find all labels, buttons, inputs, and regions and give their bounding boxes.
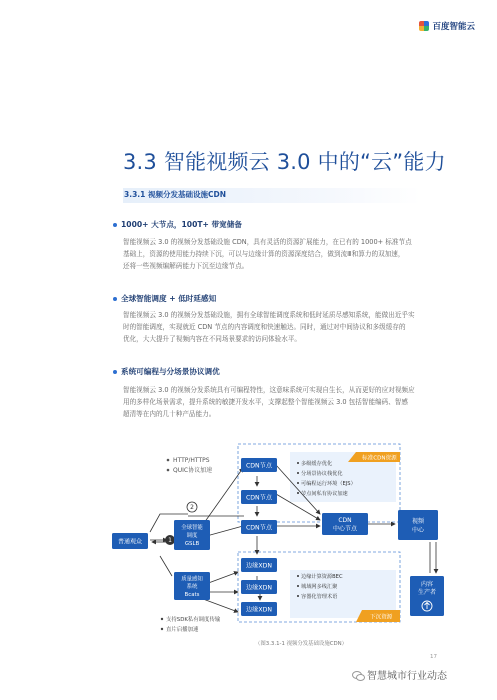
page-title: 3.3 智能视频云 3.0 中的“云”能力 [123, 150, 446, 174]
note-item: 直片启播加速 [166, 627, 199, 633]
gslb-label: 全球智能 [181, 525, 203, 531]
paragraph-line: 优化，大大提升了视频内容在不同场景要求的访问体验水平。 [123, 334, 302, 343]
paragraph-line: 智能视频云 3.0 的视频分发系统具有可编程特性，这意味系统可实现自生长，从而更好的应对视频应 [123, 386, 415, 394]
baidu-cloud-logo-icon [419, 21, 429, 31]
brand-header [419, 20, 475, 32]
paragraph-line: 基础上，资源的使用能力持续下沉，可以与边缘计算的资源深度结合，做到流Ⅲ和算力的双加速， [123, 249, 405, 258]
cdn-node-label: CDN节点 [245, 494, 273, 502]
watermark [352, 667, 447, 682]
section-heading: 3.3.1 视频分发基础设施CDN [124, 190, 226, 199]
bullet-heading-2 [113, 293, 216, 304]
protocol-item: QUIC协议加速 [173, 467, 213, 474]
note-item: 支持SDK私有调度传输 [166, 617, 221, 623]
gslb-label: 调度 [186, 533, 198, 539]
bullet-heading-text: 系统可编程与分场景协议调优 [121, 367, 220, 376]
bcats-label: 质量感知 [181, 576, 203, 583]
video-center-node [398, 510, 438, 540]
paragraph-line: 还将一些视频编解码能力下沉至边缘节点。 [123, 261, 249, 270]
feature-item: 分场景协议栈优化 [301, 471, 343, 477]
paragraph-line: 时的智能调度，实现就近 CDN 节点的内容调度和快速触达。同时，通过对中间协议和多级缓存的 [123, 322, 406, 331]
xdn-node-label: 边缘XDN [245, 606, 273, 614]
figure-caption: （图3.3.1-1 视频分发基础设施CDN） [255, 641, 348, 647]
bottom-notes [161, 615, 221, 633]
paragraph-1 [123, 237, 421, 272]
bullet-heading-text: 1000+ 大节点，100T+ 带宽储备 [121, 220, 242, 229]
video-center-label: 视频 [411, 518, 425, 525]
paragraph-line: 智能视频云 3.0 的视频分发基础设施，拥有全球智能调度系统和低时延质尽感知系统，能做出近乎实 [123, 311, 415, 319]
paragraph-line: 超清等在内的几十种产品能力。 [123, 409, 216, 418]
feature-item: 边缘计算资源BEC [301, 574, 343, 580]
watermark-text: 智慧城市行业动态 [367, 671, 447, 682]
producer-label: 生产者 [417, 589, 437, 596]
paragraph-line: 智能视频云 3.0 的视频分发基础设施 CDN，具有灵活的资源扩展能力，在已有的 1000+ 标准节点 [123, 238, 412, 246]
video-center-label: 中心 [411, 527, 425, 534]
gslb-label: GSLB [184, 541, 200, 547]
page-number: 17 [430, 654, 437, 660]
bullet-dot-icon [113, 370, 117, 374]
bullet-heading-text: 全球智能调度 + 低时延感知 [121, 294, 217, 303]
feature-item: 可编程运行环境（EJS） [301, 481, 356, 487]
center-node-label: CDN [338, 517, 352, 524]
feature-item: 容器化管理术语 [301, 594, 338, 600]
protocol-list [167, 457, 212, 474]
sink-label: 下沉资源 [370, 614, 393, 621]
bcats-label: 系统 [186, 584, 198, 590]
standard-label: 标准CDN资源 [362, 455, 397, 462]
xdn-node-label: 边缘XDN [245, 562, 273, 570]
paragraph-3 [123, 385, 421, 420]
paragraph-line: 用的多样化场景需求，提升系统的敏捷开发水平，支撑起整个智能视频云 3.0 包括智能编码、智感 [123, 397, 409, 406]
center-node-label: 中心节点 [332, 525, 358, 533]
brand-name: 百度智能云 [432, 22, 475, 32]
step-number: 1 [168, 537, 172, 545]
protocol-item: HTTP/HTTPS [173, 457, 210, 464]
feature-item: 城域网多线汇聚 [301, 584, 338, 590]
feature-item: 多级缓存优化 [301, 461, 333, 467]
bullet-heading-1 [113, 219, 242, 230]
cdn-node-label: CDN节点 [245, 524, 273, 532]
producer-label: 内容 [420, 581, 434, 588]
paragraph-2 [123, 310, 421, 345]
viewer-label: 普通观众 [117, 538, 143, 546]
cdn-architecture-diagram [110, 436, 450, 636]
bcats-label: Bcats [184, 592, 200, 598]
wechat-icon [352, 670, 364, 680]
bullet-dot-icon [113, 297, 117, 301]
cdn-node-label: CDN节点 [245, 462, 273, 470]
step-number: 2 [190, 504, 194, 511]
edge-feature-list [297, 572, 343, 600]
bullet-dot-icon [113, 223, 117, 227]
feature-item: 节点间私有协议加速 [301, 491, 348, 497]
xdn-node-label: 边缘XDN [245, 584, 273, 592]
bullet-heading-3 [113, 366, 220, 377]
